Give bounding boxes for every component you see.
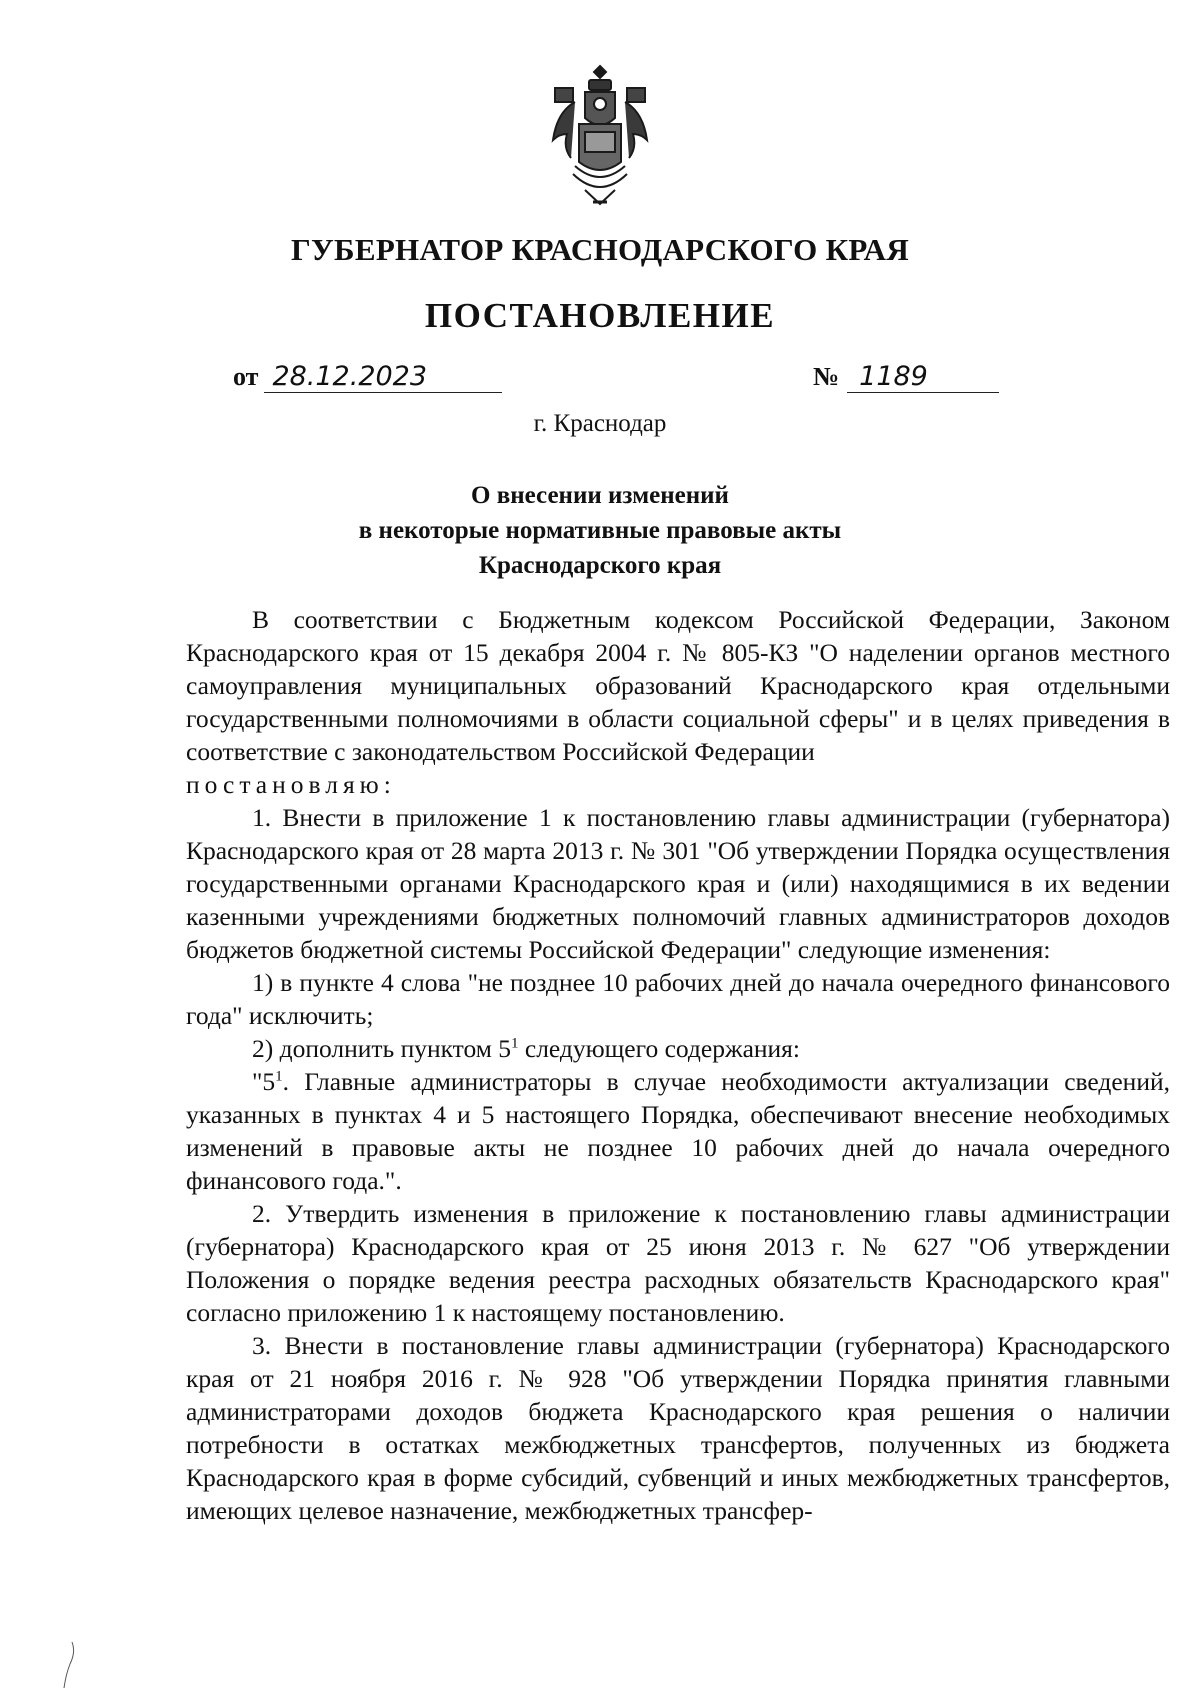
date-prefix: от [233, 362, 259, 391]
item-1-subitem-1: 1) в пункте 4 слова "не позднее 10 рабочих дней до начала очередного финансового года" исключить; [186, 968, 1170, 1030]
subject-line-1: О внесении изменений [471, 482, 729, 509]
subitem-2-text: 2) дополнить пунктом 5 [252, 1034, 511, 1063]
quote-start: "5 [252, 1067, 276, 1096]
city: г. Краснодар [533, 410, 667, 437]
document-body [186, 603, 1170, 1527]
number-prefix: № [813, 362, 840, 391]
item-1-paragraph: 1. Внести в приложение 1 к постановлению главы администрации (губернатора) Краснодарского края от 28 марта 2013 г. № 301 "Об утверждении Порядка осуществления государственными органами Краснодарского края и (или) находящимися в их ведении казенными учреждениями бюджетных полномочий главных администраторов доходов бюджетов бюджетной системы Российской Федерации" следующие изменения: [186, 803, 1170, 964]
item-3-paragraph: 3. Внести в постановление главы администрации (губернатора) Краснодарского края от 21 ноября 2016 г. № 928 "Об утверждении Порядка принятия главными администраторами доходов бюджета Краснодарского края решения о наличии потребности в остатках межбюджетных трансфертов, полученных из бюджета Краснодарского края в форме субсидий, субвенций и иных межбюджетных трансфертов, имеющих целевое назначение, межбюджетных трансфер- [186, 1331, 1170, 1525]
quote-superscript: 1 [275, 1068, 283, 1085]
document-subject [0, 478, 1200, 583]
number-value: 1189 [847, 362, 999, 393]
item-2-paragraph: 2. Утвердить изменения в приложение к постановлению главы администрации (губернатора) Краснодарского края от 25 июня 2013 г. № 627 "Об утверждении Положения о порядке ведения реестра расходных обязательств Краснодарского края" согласно приложению 1 к настоящему постановлению. [186, 1199, 1170, 1327]
issuing-authority: ГУБЕРНАТОР КРАСНОДАРСКОГО КРАЯ [290, 232, 910, 267]
quote-text: . Главные администраторы в случае необходимости актуализации сведений, указанных в пунктах 4 и 5 настоящего Порядка, обеспечивают внесение необходимых изменений в правовые акты не позднее 10 рабочих дней до начала очередного финансового года.". [186, 1067, 1170, 1195]
subitem-2-tail: следующего содержания: [518, 1034, 800, 1063]
coat-of-arms-emblem [545, 62, 655, 212]
date-value: 28.12.2023 [264, 362, 502, 393]
preamble-paragraph: В соответствии с Бюджетным кодексом Российской Федерации, Законом Краснодарского края от 15 декабря 2004 г. № 805-КЗ "О наделении органов местного самоуправления муниципальных образований Краснодарского края отдельными государственными полномочиями в области социальной сферы" и в целях приведения в соответствие с законодательством Российской Федерации [186, 605, 1170, 766]
number-field [813, 362, 999, 393]
document-type: ПОСТАНОВЛЕНИЕ [424, 296, 776, 335]
subject-line-3: Краснодарского края [478, 552, 722, 579]
pen-mark [62, 1640, 76, 1690]
date-field [233, 362, 502, 393]
subject-line-2: в некоторые нормативные правовые акты [358, 517, 842, 544]
decree-word: постановляю: [186, 770, 396, 799]
quoted-point-5-1 [186, 1065, 1170, 1197]
item-1-subitem-2 [186, 1032, 1170, 1065]
superscript-marker: 1 [511, 1035, 519, 1052]
